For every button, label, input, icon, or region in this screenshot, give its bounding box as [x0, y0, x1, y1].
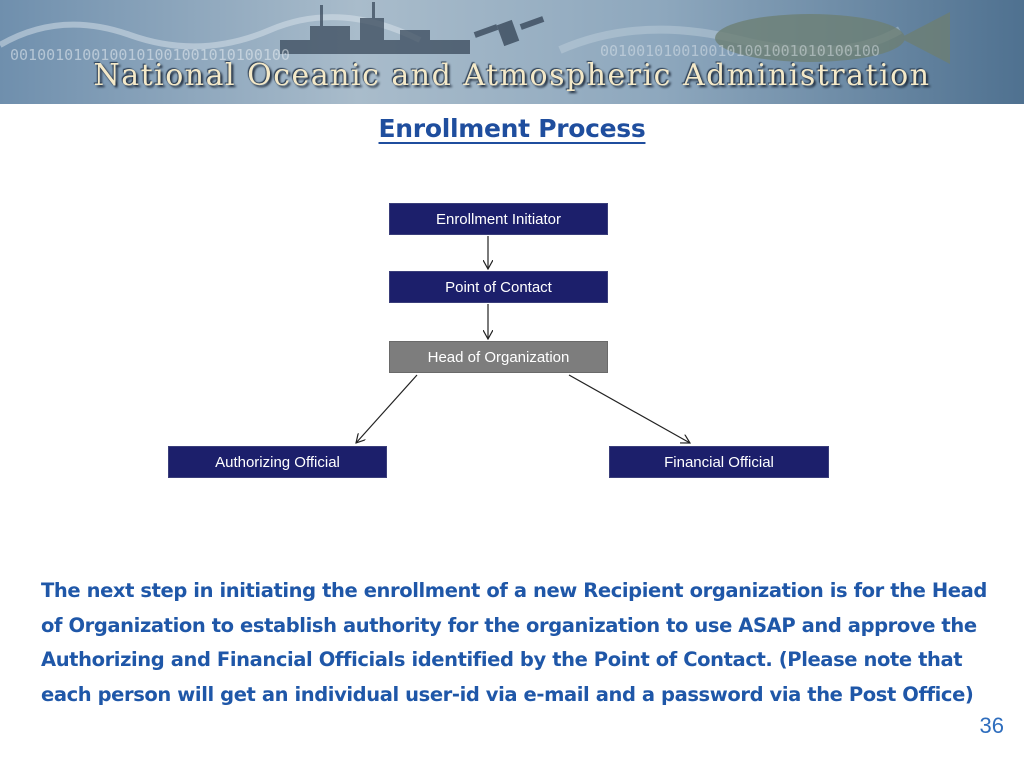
- node-label: Authorizing Official: [215, 453, 340, 471]
- node-point-of-contact: [389, 271, 608, 303]
- slide-title: Enrollment Process: [378, 114, 646, 143]
- node-label: Point of Contact: [445, 278, 552, 296]
- node-enrollment-initiator: [389, 203, 608, 235]
- arrow-head-to-authorizing: [356, 375, 417, 443]
- agency-name: National Oceanic and Atmospheric Administration: [93, 58, 931, 93]
- node-label: Head of Organization: [427, 348, 570, 366]
- node-label: Enrollment Initiator: [435, 210, 562, 228]
- node-authorizing-official: [168, 446, 387, 478]
- node-head-of-organization: [389, 341, 608, 373]
- page-number: 36: [979, 713, 1004, 738]
- binary-digits-2: 0010010100100101001001010100100: [600, 42, 880, 60]
- binary-digits: 0010010100100101001001010100100: [10, 46, 290, 64]
- node-label: Financial Official: [664, 453, 774, 471]
- body-paragraph: The next step in initiating the enrollment of a new Recipient organization is for the Head of Organization to establish authority for the organization to use ASAP and approve the Authorizing and Financial Officials identified by the Point of Contact. (Please note that each person will get an individual user-id via e-mail and a password via the Post Office): [41, 579, 987, 706]
- arrow-head-to-financial: [569, 375, 690, 443]
- node-financial-official: [609, 446, 829, 478]
